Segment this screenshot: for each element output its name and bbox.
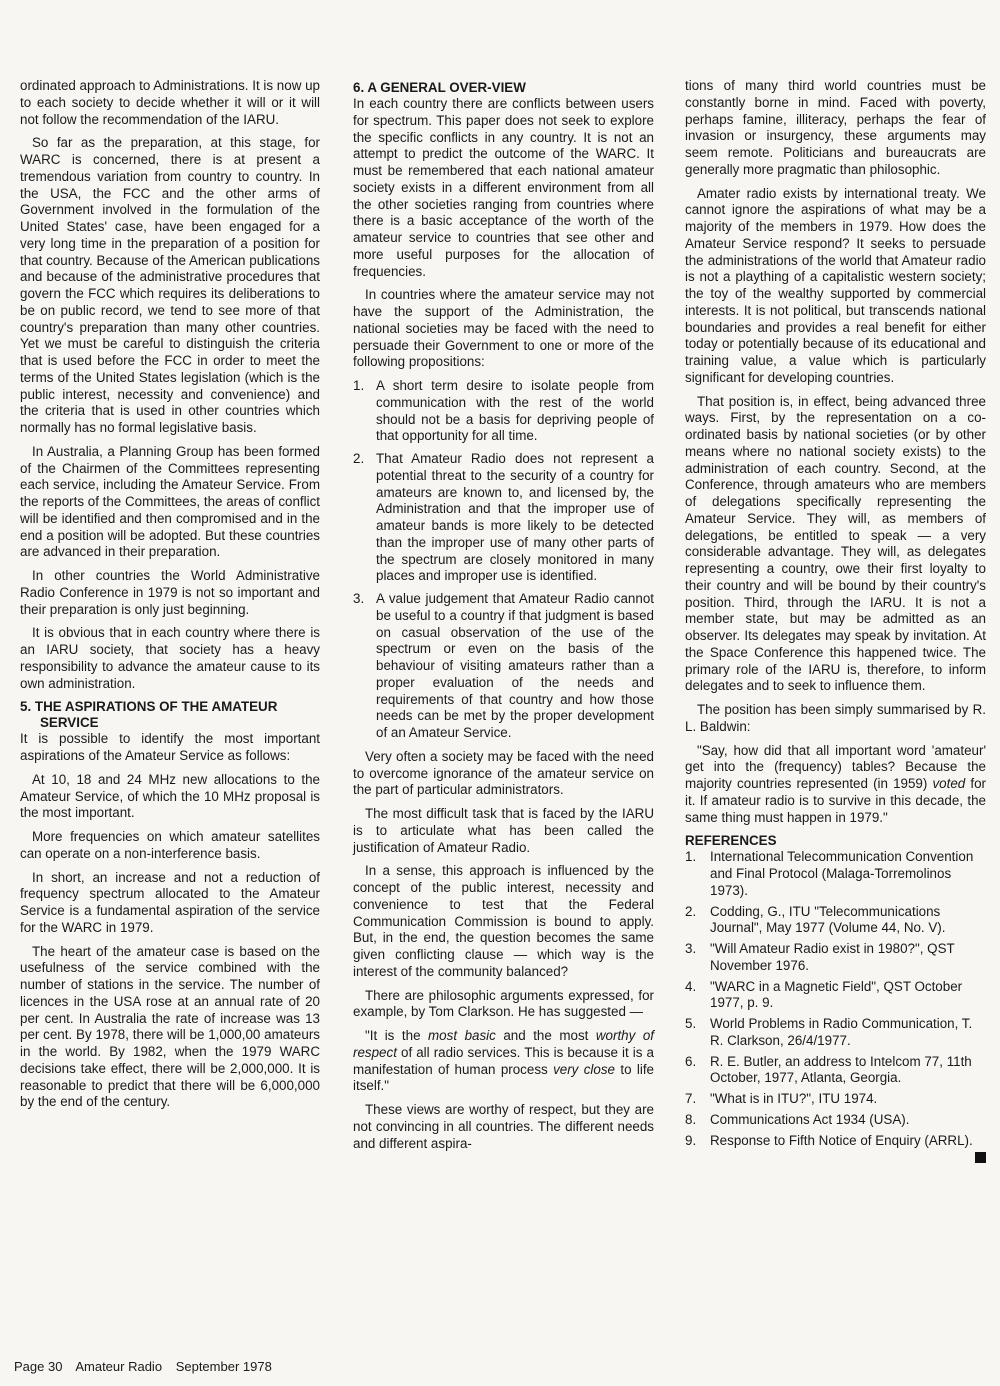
reference-text: Codding, G., ITU "Telecommunications Journal", May 1977 (Volume 44, No. V). <box>710 903 946 936</box>
column-1 <box>20 78 320 1118</box>
propositions-list <box>353 378 654 742</box>
paragraph: Amater radio exists by international treaty. We cannot ignore the aspirations of what may be a majority of the members in 1979. How does the Amateur Service respond? It seeks to persuade the administrations of the world that Amateur radio is not a plaything of a capitalistic western society; the toy of the wealthy supported by commercial interests. It is not political, but transcends national boundaries and provides a real benefit for either today or potentially because of its educational and training value, a value which is particularly significant for developing countries. <box>685 185 986 385</box>
reference-number: 2. <box>685 903 697 919</box>
list-item <box>353 591 654 742</box>
reference-item <box>685 1016 986 1050</box>
paragraph: The most difficult task that is faced by the IARU is to articulate what has been called the justification of Amateur Radio. <box>353 806 654 855</box>
quote-emphasis: worthy of respect <box>353 1028 654 1060</box>
list-number: 1. <box>353 378 365 393</box>
paragraph: In other countries the World Administrative Radio Conference in 1979 is not so important and their preparation is only just beginning. <box>20 568 320 617</box>
reference-text: "What is in ITU?", ITU 1974. <box>710 1091 878 1106</box>
reference-item <box>685 849 986 899</box>
quote-text: and the most <box>495 1028 596 1043</box>
paragraph: So far as the preparation, at this stage, for WARC is concerned, there is at present a tremendous variation from country to country. In the USA, the FCC and the other arms of Government involved in the formulation of the United States' case, have been engaged for a very long time in the preparation of a position for that country. Because of the American publications and because of the administrative procedures that govern the FCC which requires its deliberations to be on public record, we tend to see more of that country's preparation than many other countries. Yet we must be careful to distinguish the criteria that is used before the FCC in order to meet the terms of the United States legislation (which is the public interest, necessity and convenience) and the criteria that is used in other countries which normally has no formal legislative basis. <box>20 135 320 435</box>
end-of-article-mark <box>975 1152 986 1163</box>
reference-item <box>685 1091 986 1108</box>
reference-text: "Will Amateur Radio exist in 1980?", QST November 1976. <box>710 941 955 973</box>
reference-number: 9. <box>685 1132 697 1148</box>
paragraph: At 10, 18 and 24 MHz new allocations to the Amateur Service, of which the 10 MHz proposal is the most important. <box>20 771 320 821</box>
paragraph: It is possible to identify the most important aspirations of the Amateur Service as follows: <box>20 731 320 763</box>
paragraph: tions of many third world countries must be constantly borne in mind. Faced with poverty, perhaps famine, illiteracy, perhaps the fear of invasion or insurgency, these arguments may seem remote. Politicians and bureaucrats are generally more pragmatic than philosophic. <box>685 78 986 177</box>
quote-text: "It is the <box>365 1028 429 1043</box>
heading-line: SERVICE <box>40 715 99 731</box>
reference-number: 4. <box>685 978 697 994</box>
page-footer <box>14 1359 282 1374</box>
reference-text: Response to Fifth Notice of Enquiry (ARRL). <box>710 1132 973 1148</box>
reference-item <box>685 941 986 975</box>
paragraph: Very often a society may be faced with the need to overcome ignorance of the amateur service on the part of particular administrators. <box>353 748 654 798</box>
clarkson-quote <box>353 1028 654 1095</box>
paragraph: These views are worthy of respect, but they are not convincing in all countries. The different needs and different aspira- <box>353 1102 654 1151</box>
reference-text: World Problems in Radio Communication, T. R. Clarkson, 26/4/1977. <box>710 1016 973 1048</box>
column-2 <box>353 78 654 1159</box>
reference-item <box>685 1054 986 1088</box>
section-heading-5 <box>20 699 320 731</box>
reference-text: R. E. Butler, an address to Intelcom 77, 11th October, 1977, Atlanta, Georgia. <box>710 1053 972 1086</box>
list-number: 3. <box>353 591 365 606</box>
quote-emphasis: very close <box>553 1061 615 1077</box>
heading-line: 6. A GENERAL OVER-VIEW <box>353 80 526 95</box>
paragraph: The heart of the amateur case is based on the usefulness of the service combined with the number of stations in the service. The number of licences in the USA rose at an annual rate of 20 per cent. In Australia the rate of increase was 13 per cent. By 1978, there will be 1,000,00 amateurs in the world. By 1982, when the 1979 WARC decisions take effect, there will be 2,000,000. It is reasonable to predict that there will be 6,000,000 by the end of the century. <box>20 943 320 1110</box>
list-number: 2. <box>353 451 365 466</box>
quote-emphasis: voted <box>932 776 966 791</box>
paragraph: In each country there are conflicts between users for spectrum. This paper does not seek to explore the specific conflicts in any country. It is not an attempt to predict the outcome of the WARC. It must be remembered that each national amateur society exists in a different environment from all the other societies ranging from countries where there is a basic acceptance of the worth of the amateur service to countries that see other and more useful purposes for the allocation of frequencies. <box>353 96 654 279</box>
quote-text: for it. If amateur radio is to survive in this decade, the same thing must happen in 1979." <box>685 776 986 825</box>
reference-item <box>685 1112 986 1129</box>
baldwin-quote <box>685 743 986 827</box>
reference-text: International Telecommunication Convention and Final Protocol (Malaga-Torremolinos 1973). <box>710 849 974 898</box>
paragraph: In countries where the amateur service may not have the support of the Administration, the national societies may be faced with the need to persuade their Government to one or more of the following propositions: <box>353 287 654 370</box>
page-number: Page 30 <box>14 1359 63 1374</box>
references-heading <box>685 833 986 849</box>
paragraph: More frequencies on which amateur satellites can operate on a non-interference basis. <box>20 829 320 861</box>
reference-number: 3. <box>685 941 697 956</box>
list-text: A short term desire to isolate people from communication with the rest of the world should not be a basis for depriving people of that opportunity for all time. <box>376 378 654 444</box>
quote-text: "Say, how did that all important word 'amateur' get into the (frequency) tables? Because the majority countries represented (in 1959) <box>685 742 986 791</box>
quote-text: of all radio services. This is because it is a manifestation of human process <box>353 1044 654 1077</box>
references-list <box>685 849 986 1149</box>
paragraph: In a sense, this approach is influenced by the concept of the public interest, necessity and convenience to test that the Federal Communication Commission is bound to apply. But, in the end, the question becomes the same given conflicting clause — which way is the interest of the community balanced? <box>353 863 654 979</box>
list-text: A value judgement that Amateur Radio cannot be useful to a country if that judgment is based on casual observation of the use of the spectrum or even on the basis of the behaviour of visiting amateurs rather than a proper evaluation of the needs and requirements of that country and how those needs can be met by the proper development of an Amateur Service. <box>376 591 654 740</box>
paragraph: In Australia, a Planning Group has been formed of the Chairmen of the Committees representing each service, including the Amateur Service. From the reports of the Committees, the areas of conflict will be identified and then compromised and in the end a position will be adopted. But these countries are advanced in their preparation. <box>20 443 320 560</box>
reference-number: 7. <box>685 1091 697 1106</box>
reference-item <box>685 1133 986 1150</box>
paragraph: The position has been simply summarised by R. L. Baldwin: <box>685 702 986 734</box>
list-item <box>353 451 654 585</box>
paragraph: That position is, in effect, being advanced three ways. First, by the representation on a co-ordinated basis by national societies (or by other means where no national society exists) to the administration of each country. Second, at the Conference, through amateurs who are members of delegations specifically representing the Amateur Service. They will, as members of delegations, be entitled to speak — a very considerable advantage. They will, as delegates representing a country, owe their first loyalty to their country and will be bound by their country's position. Third, through the IARU. It is not a member state, but may be admitted as an observer. Its delegates may speak by invitation. At the Space Conference this happened twice. The primary role of the IARU is, therefore, to inform delegates and to seek to influence them. <box>685 393 986 694</box>
paragraph: It is obvious that in each country where there is an IARU society, that society has a heavy responsibility to advance the amateur cause to its own administration. <box>20 625 320 691</box>
heading-line: 5. THE ASPIRATIONS OF THE AMATEUR <box>20 699 278 715</box>
reference-number: 5. <box>685 1016 697 1031</box>
paragraph: In short, an increase and not a reduction of frequency spectrum allocated to the Amateur Service is a fundamental aspiration of the service for the WARC in 1979. <box>20 869 320 935</box>
heading-line: REFERENCES <box>685 833 777 849</box>
list-text: That Amateur Radio does not represent a potential threat to the security of a country for amateurs are known to, and licensed by, the Administration and that the improper use of amateur bands is more likely to be detected than the improper use of many other parts of the spectrum are closely monitored in many places and improper use is identified. <box>376 451 654 584</box>
quote-emphasis: most basic <box>428 1028 496 1043</box>
paragraph: ordinated approach to Administrations. It is now up to each society to decide whether it will or it will not follow the recommendation of the IARU. <box>20 78 320 127</box>
quote-text: to life itself." <box>353 1061 654 1094</box>
reference-text: Communications Act 1934 (USA). <box>710 1111 910 1127</box>
list-item <box>353 378 654 445</box>
issue-date: September 1978 <box>175 1359 272 1374</box>
reference-text: "WARC in a Magnetic Field", QST October 1977, p. 9. <box>710 978 963 1011</box>
reference-number: 6. <box>685 1053 697 1069</box>
magazine-title: Amateur Radio <box>75 1359 163 1374</box>
paragraph: There are philosophic arguments expressed, for example, by Tom Clarkson. He has suggested — <box>353 987 654 1020</box>
reference-number: 8. <box>685 1111 697 1127</box>
reference-number: 1. <box>685 849 697 865</box>
reference-item <box>685 979 986 1013</box>
column-3 <box>685 78 986 1163</box>
section-heading-6 <box>353 80 654 96</box>
reference-item <box>685 904 986 938</box>
